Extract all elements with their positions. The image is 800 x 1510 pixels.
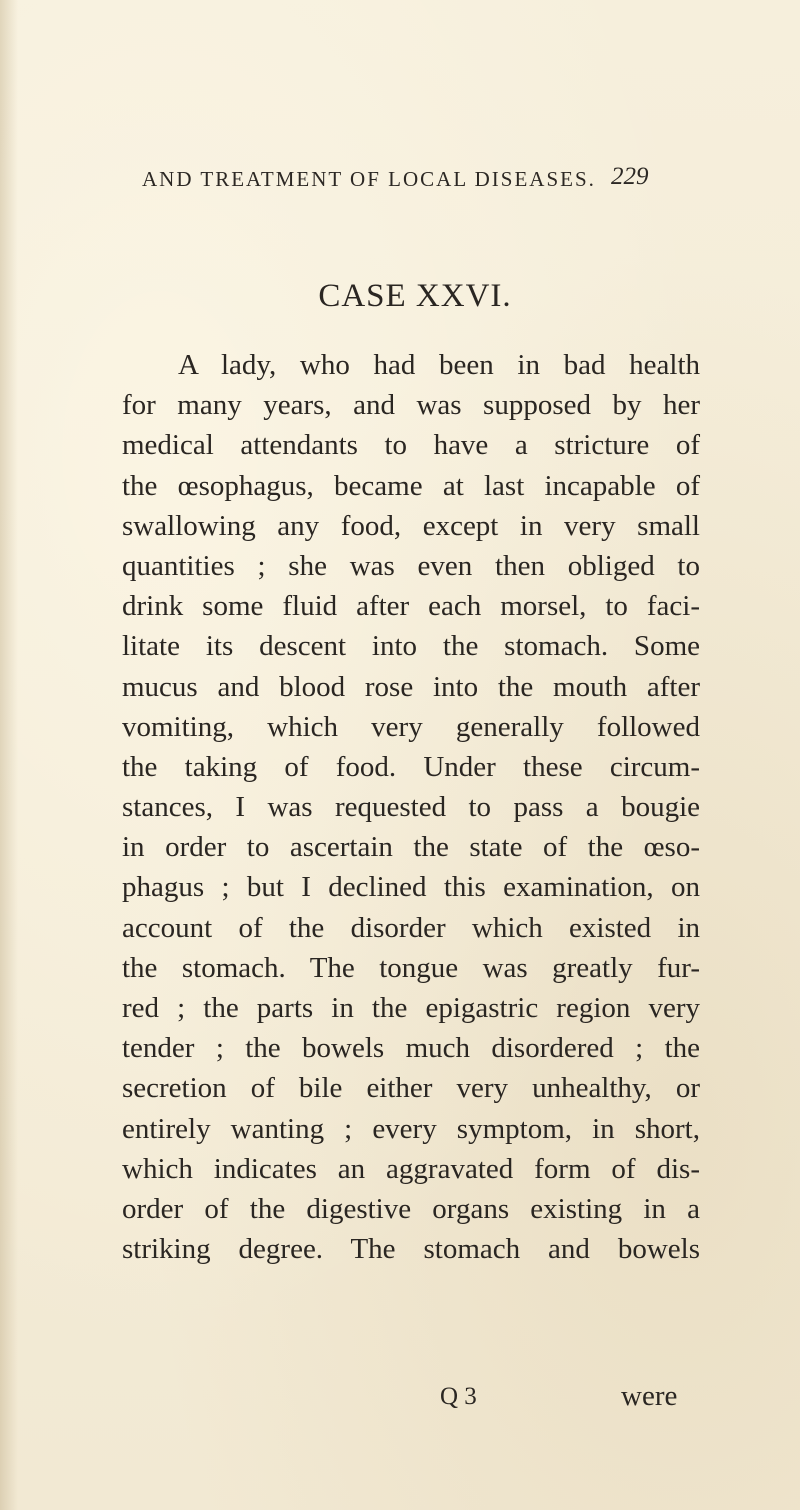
text-line: swallowing any food, except in very small: [122, 509, 700, 542]
body-paragraph: [122, 345, 700, 1269]
text-line: stances, I was requested to pass a bougie: [122, 791, 700, 824]
text-line: phagus ; but I declined this examination, on: [122, 871, 700, 904]
text-line: tender ; the bowels much disordered ; the: [122, 1032, 700, 1065]
text-line: for many years, and was supposed by her: [122, 389, 700, 422]
page-edge-shadow: [0, 0, 18, 1510]
running-head: AND TREATMENT OF LOCAL DISEASES.: [142, 167, 596, 191]
text-line: medical attendants to have a stricture of: [122, 429, 700, 462]
text-line: litate its descent into the stomach. Some: [122, 630, 700, 663]
text-line: entirely wanting ; every symptom, in short,: [122, 1112, 700, 1145]
text-line: A lady, who had been in bad health: [178, 349, 700, 381]
case-title: CASE XXVI.: [318, 278, 512, 314]
catchword: were: [621, 1380, 678, 1412]
text-line: quantities ; she was even then obliged to: [122, 549, 700, 582]
page-number: 229: [611, 163, 649, 190]
text-line: red ; the parts in the epigastric region very: [122, 992, 700, 1024]
text-line: striking degree. The stomach and bowels: [122, 1233, 700, 1266]
text-line: the taking of food. Under these circum-: [122, 750, 700, 783]
text-line: mucus and blood rose into the mouth after: [122, 670, 700, 703]
text-line: secretion of bile either very unhealthy, or: [122, 1072, 700, 1105]
text-line: account of the disorder which existed in: [122, 911, 700, 944]
text-line: the œsophagus, became at last incapable of: [122, 469, 700, 502]
text-line: the stomach. The tongue was greatly fur-: [122, 951, 700, 984]
text-line: which indicates an aggravated form of dis-: [122, 1152, 700, 1185]
text-line: in order to ascertain the state of the œso-: [122, 831, 700, 864]
text-line: drink some fluid after each morsel, to faci-: [122, 590, 700, 623]
text-line: order of the digestive organs existing in a: [122, 1192, 700, 1225]
text-line: vomiting, which very generally followed: [122, 710, 700, 743]
signature-mark: Q 3: [440, 1383, 477, 1410]
